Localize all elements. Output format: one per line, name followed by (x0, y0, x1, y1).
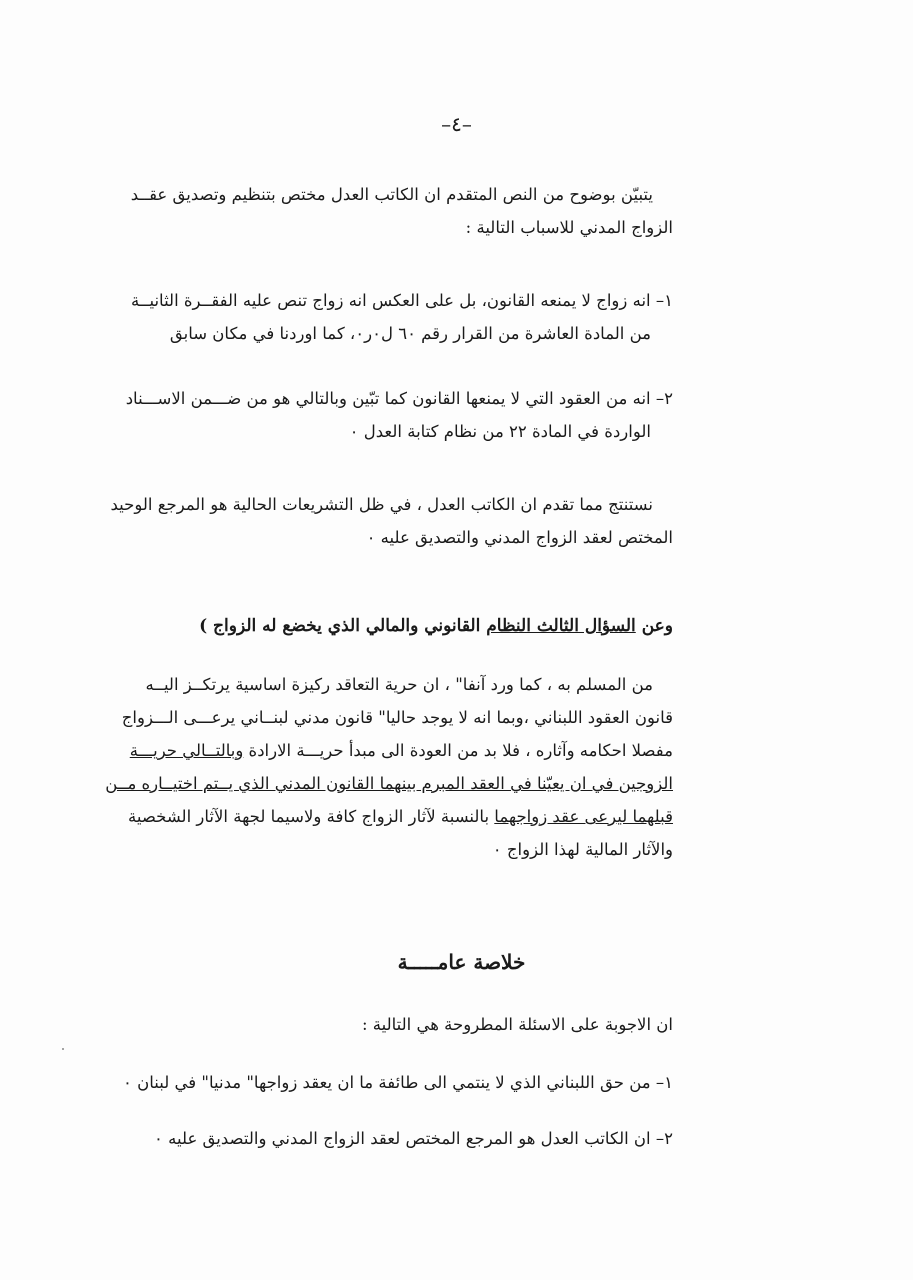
conclusion-paragraph (93, 488, 673, 554)
summary-intro-line: ان الاجوبة على الاسئلة المطروحة هي التالية : (361, 1015, 673, 1034)
summary-item-1 (93, 1066, 673, 1099)
question-3-line-3-underlined: وبالتــالي حريـــة (129, 741, 244, 760)
question-3-line-5 (93, 800, 673, 833)
question-3-line-5-plain: بالنسبة لآثار الزواج كافة ولاسيما لجهة الآثار الشخصية (128, 807, 495, 826)
summary-item-1-line: ١– من حق اللبناني الذي لا ينتمي الى طائفة ما ان يعقد زواجها" مدنيا" في لبنان ٠ (123, 1073, 673, 1092)
reason-1-line-1: ١– انه زواج لا يمنعه القانون، بل على العكس انه زواج تنص عليه الفقــرة الثانيــة (130, 291, 673, 310)
reason-1-line-2: من المادة العاشرة من القرار رقم ٦٠ ل٠ر٠، كما اوردنا في مكان سابق (169, 324, 651, 343)
summary-title: خلاصة عامـــــة (397, 950, 526, 974)
intro-paragraph (93, 178, 673, 244)
question-3-heading-rest: القانوني والمالي الذي يخضع له الزواج ) (199, 616, 487, 636)
reason-2-line-2: الواردة في المادة ٢٢ من نظام كتابة العدل ٠ (349, 422, 651, 441)
question-3-line-5-underlined: قبلهما ليرعى عقد زواجهما (494, 807, 673, 826)
intro-line-2: الزواج المدني للاسباب التالية : (465, 218, 673, 237)
conclusion-line-1: نستنتج مما تقدم ان الكاتب العدل ، في ظل التشريعات الحالية هو المرجع الوحيد (110, 495, 653, 514)
question-3-line-4: الزوجين في ان يعيّنا في العقد المبرم بينهما القانون المدني الذي يــتم اختيــاره مــن (105, 774, 673, 793)
conclusion-line-2: المختص لعقد الزواج المدني والتصديق عليه ٠ (366, 528, 673, 547)
reason-2-paragraph (93, 382, 673, 448)
margin-mark (62, 1048, 64, 1050)
question-3-line-3-plain: مفصلا احكامه وآثاره ، فلا بد من العودة الى مبدأ حريـــة الارادة (243, 741, 673, 760)
summary-item-2-line: ٢– ان الكاتب العدل هو المرجع المختص لعقد الزواج المدني والتصديق عليه ٠ (154, 1129, 673, 1148)
question-3-body (93, 668, 673, 866)
question-3-line-6: والآثار المالية لهذا الزواج ٠ (492, 840, 673, 859)
question-3-heading (93, 610, 673, 643)
summary-item-2 (93, 1122, 673, 1155)
intro-line-1: يتبيّن بوضوح من النص المتقدم ان الكاتب العدل مختص بتنظيم وتصديق عقــد (130, 185, 653, 204)
reason-2-line-1: ٢– انه من العقود التي لا يمنعها القانون كما تبّين وبالتالي هو من ضـــمن الاســـناد (125, 389, 673, 408)
question-3-line-2: قانون العقود اللبناني ،وبما انه لا يوجد حاليا" قانون مدني لبنــاني يرعـــى الـــزواج (121, 708, 673, 727)
summary-intro (93, 1008, 673, 1041)
question-3-heading-prefix: وعن (635, 616, 673, 636)
question-3-line-3 (93, 734, 673, 767)
page-number: –٤– (441, 112, 472, 136)
reason-1-paragraph (93, 284, 673, 350)
question-3-heading-underlined: السؤال الثالث النظام (486, 616, 636, 636)
question-3-line-1: من المسلم به ، كما ورد آنفا" ، ان حرية التعاقد ركيزة اساسية يرتكــز اليــه (145, 675, 653, 694)
